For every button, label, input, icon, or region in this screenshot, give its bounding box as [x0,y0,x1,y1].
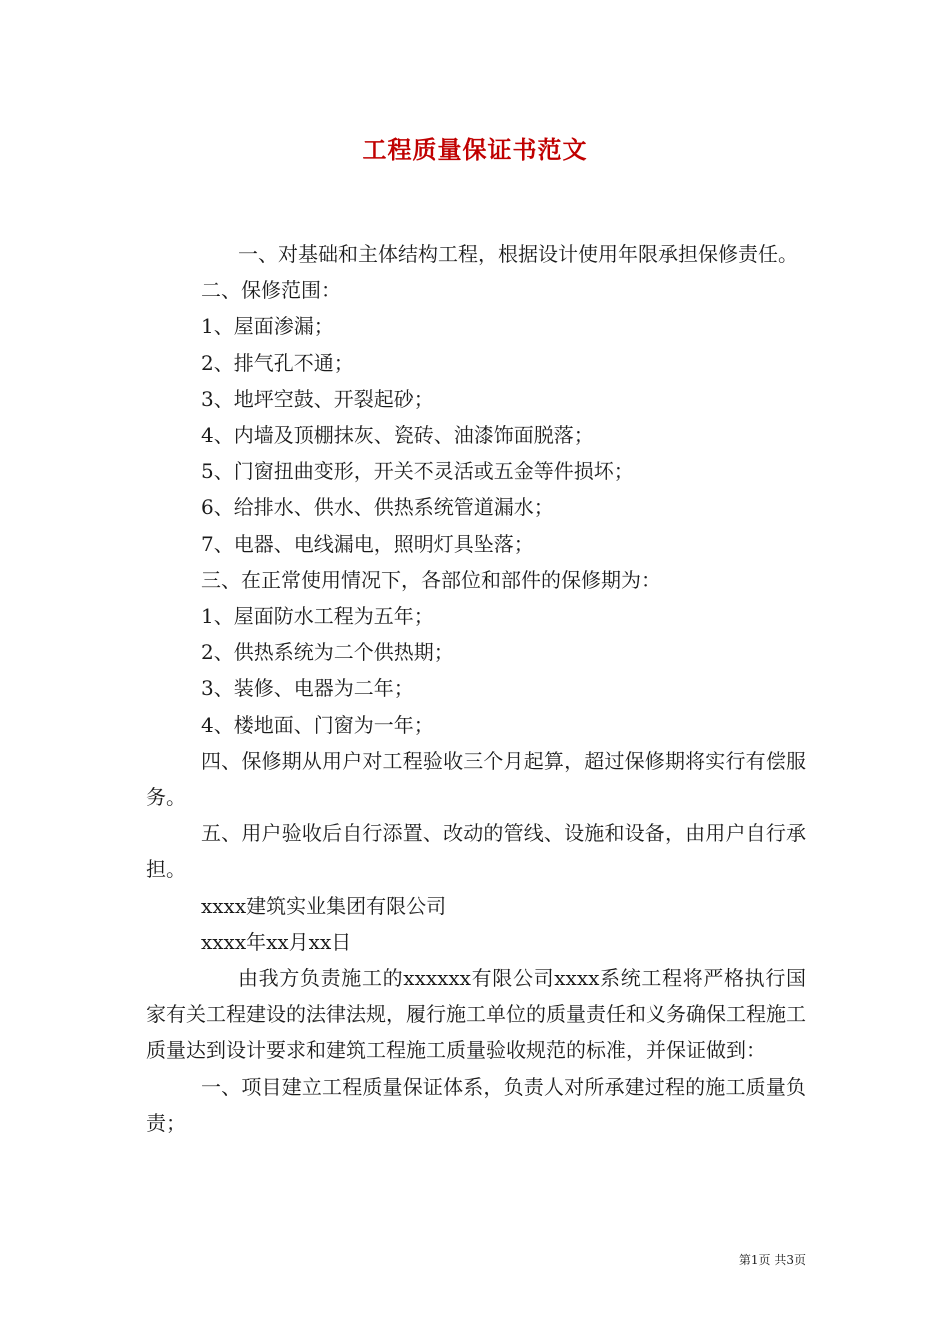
paragraph-7: 一、项目建立工程质量保证体系，负责人对所承建过程的施工质量负责； [146,1074,806,1135]
document-title: 工程质量保证书范文 [362,135,588,164]
page-number: 第1页 共3页 [738,1253,806,1267]
date-line: xxxx年xx月xx日 [201,929,352,954]
paragraph-5: 五、用户验收后自行添置、改动的管线、设施和设备，由用户自行承担。 [146,821,806,882]
company-name: xxxx建筑实业集团有限公司 [201,893,447,918]
paragraph-6: 由我方负责施工的xxxxxx有限公司xxxx系统工程将严格执行国家有关工程建设的法律法规，履行施工单位的质量责任和义务确保工程施工质量达到设计要求和建筑工程施工质量验收规范的标准，并保证做到： [146,966,806,1063]
paragraph-4: 四、保修期从用户对工程验收三个月起算，超过保修期将实行有偿服务。 [146,748,806,810]
paragraph-3: 三、在正常使用情况下，各部位和部件的保修期为： [201,567,661,592]
list-item: 4、楼地面、门窗为一年； [201,712,434,737]
list-item: 1、屋面防水工程为五年； [201,604,434,629]
list-item: 6、给排水、供水、供热系统管道漏水； [201,495,554,520]
list-item: 3、装修、电器为二年； [201,676,414,701]
list-item: 5、门窗扭曲变形，开关不灵活或五金等件损坏； [201,459,634,484]
list-item: 3、地坪空鼓、开裂起砂； [201,386,434,411]
list-item: 2、排气孔不通； [201,350,354,375]
document-body [146,236,806,1141]
list-item: 7、电器、电线漏电，照明灯具坠落； [201,531,534,556]
paragraph-1: 一、对基础和主体结构工程，根据设计使用年限承担保修责任。 [238,242,798,266]
list-item: 4、内墙及顶棚抹灰、瓷砖、油漆饰面脱落； [201,423,594,448]
list-item: 2、供热系统为二个供热期； [201,640,454,665]
list-item: 1、屋面渗漏； [201,314,334,339]
paragraph-2: 二、保修范围： [201,278,341,303]
